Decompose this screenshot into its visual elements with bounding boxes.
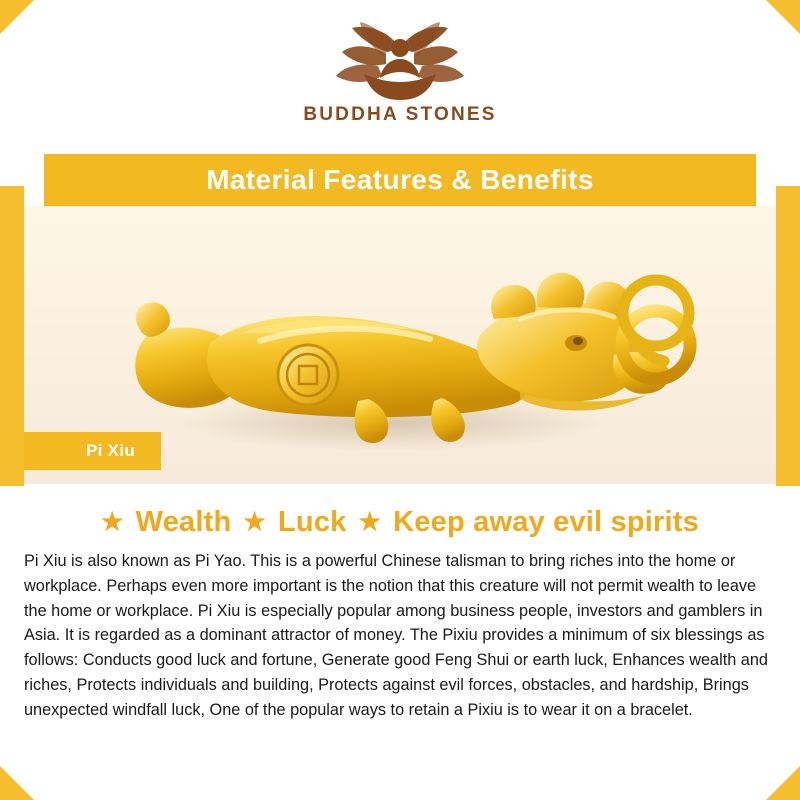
side-bar-left-decoration [0, 186, 24, 486]
banner-title: Material Features & Benefits [206, 164, 594, 195]
star-icon: ★ [101, 508, 124, 536]
product-label-chip: Pi Xiu [24, 432, 161, 470]
description-paragraph: Pi Xiu is also known as Pi Yao. This is a powerful Chinese talisman to bring riches into the home or workplace. Perhaps even more important is the notion that this creature will not permit wealth to leave the home or workplace. Pi Xiu is especially popular among business people, investors and gamblers in Asia. It is regarded as a dominant attractor of money. The Pixiu provides a minimum of six blessings as follows: Conducts good luck and fortune, Generate good Feng Shui or earth luck, Enhances wealth and riches, Protects individuals and building, Protects against evil forces, obstacles, and hardship, Brings unexpected windfall luck, One of the popular ways to retain a Pixiu is to wear it on a bracelet. [24, 552, 768, 719]
tagline-item-evil-spirits: Keep away evil spirits [393, 506, 699, 538]
tagline-item-wealth: Wealth [135, 506, 232, 538]
corner-decoration-bottom-right [766, 766, 800, 800]
section-banner [44, 154, 756, 206]
star-icon: ★ [243, 508, 267, 536]
lotus-meditation-icon [316, 18, 484, 102]
star-icon: ★ [358, 508, 382, 536]
side-bar-right-decoration [776, 186, 800, 486]
product-hero-image [0, 206, 800, 484]
tagline-item-luck: Luck [278, 506, 347, 538]
benefits-tagline [0, 506, 800, 539]
brand-name: BUDDHA STONES [303, 104, 497, 125]
gold-pixiu-illustration [90, 215, 710, 475]
corner-decoration-bottom-left [0, 766, 34, 800]
brand-header [0, 0, 800, 148]
